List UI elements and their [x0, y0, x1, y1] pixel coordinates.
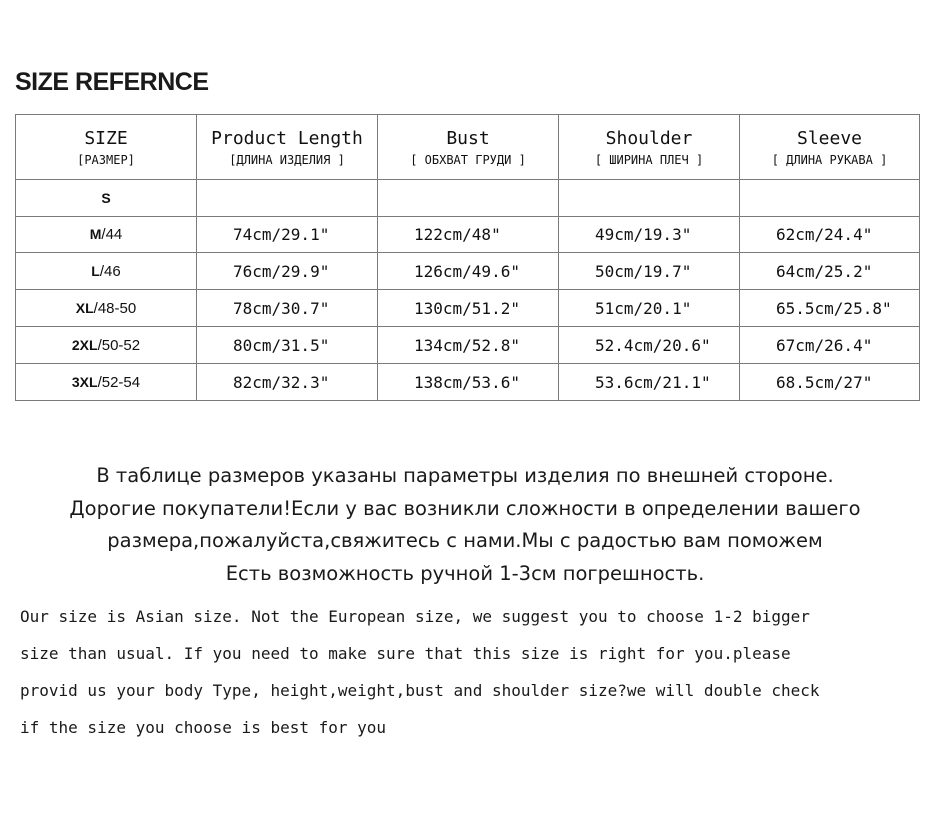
- shoulder-cell: 52.4cm/20.6": [559, 327, 740, 364]
- header-sleeve: [740, 115, 920, 180]
- header-shoulder-ru: [ ШИРИНА ПЛЕЧ ]: [594, 152, 704, 167]
- size-code: 2XL: [71, 336, 98, 353]
- header-shoulder-en: Shoulder: [605, 127, 693, 149]
- length-cell: 80cm/31.5": [197, 327, 378, 364]
- page-title: SIZE REFERNCE: [15, 68, 209, 96]
- header-sleeve-ru: [ ДЛИНА РУКАВА ]: [771, 152, 888, 167]
- header-sleeve-en: Sleeve: [796, 127, 863, 149]
- header-length-en: Product Length: [211, 127, 363, 149]
- length-cell: 74cm/29.1": [197, 217, 378, 253]
- sleeve-cell: 62cm/24.4": [740, 217, 920, 253]
- bust-cell: 122cm/48": [378, 217, 559, 253]
- notice-ru-line: Дорогие покупатели!Если у вас возникли сложности в определении вашего: [69, 496, 861, 520]
- notice-english: [20, 598, 920, 746]
- header-bust: [378, 115, 559, 180]
- size-code: 3XL: [71, 373, 98, 390]
- bust-cell: 138cm/53.6": [378, 364, 559, 401]
- size-cell: [16, 364, 197, 401]
- notice-en-line: Our size is Asian size. Not the European size, we suggest you to choose 1-2 bigger: [20, 607, 810, 626]
- notice-en-line: provid us your body Type, height,weight,bust and shoulder size?we will double check: [20, 681, 820, 700]
- table-row: [16, 364, 920, 401]
- sleeve-cell: [740, 180, 920, 217]
- length-cell: [197, 180, 378, 217]
- length-cell: 78cm/30.7": [197, 290, 378, 327]
- length-cell: 82cm/32.3": [197, 364, 378, 401]
- header-size: [16, 115, 197, 180]
- header-length-ru: [ДЛИНА ИЗДЕЛИЯ ]: [229, 152, 345, 167]
- size-cell: [16, 180, 197, 217]
- size-cell: [16, 327, 197, 364]
- size-ru: /52-54: [97, 373, 141, 391]
- shoulder-cell: 53.6cm/21.1": [559, 364, 740, 401]
- size-code: XL: [75, 299, 94, 316]
- header-size-en: SIZE: [84, 127, 128, 149]
- size-code: M: [89, 226, 102, 242]
- notice-en-line: if the size you choose is best for you: [20, 718, 387, 737]
- bust-cell: [378, 180, 559, 217]
- shoulder-cell: 51cm/20.1": [559, 290, 740, 327]
- table-row: [16, 253, 920, 290]
- header-bust-ru: [ ОБХВАТ ГРУДИ ]: [410, 152, 526, 167]
- header-length: [197, 115, 378, 180]
- sleeve-cell: 68.5cm/27": [740, 364, 920, 401]
- shoulder-cell: 50cm/19.7": [559, 253, 740, 290]
- shoulder-cell: [559, 180, 740, 217]
- size-ru: /48-50: [93, 299, 137, 317]
- notice-ru-line: В таблице размеров указаны параметры изделия по внешней стороне.: [96, 464, 834, 487]
- shoulder-cell: 49cm/19.3": [559, 217, 740, 253]
- size-ru: /46: [99, 262, 121, 280]
- header-size-ru: [РАЗМЕР]: [77, 152, 135, 167]
- sleeve-cell: 65.5cm/25.8": [740, 290, 920, 327]
- table-row: [16, 290, 920, 327]
- notice-ru-line: Есть возможность ручной 1-3см погрешность.: [225, 561, 705, 585]
- size-cell: [16, 217, 197, 253]
- sleeve-cell: 64cm/25.2": [740, 253, 920, 290]
- bust-cell: 134cm/52.8": [378, 327, 559, 364]
- bust-cell: 130cm/51.2": [378, 290, 559, 327]
- header-shoulder: [559, 115, 740, 180]
- bust-cell: 126cm/49.6": [378, 253, 559, 290]
- size-code: S: [101, 189, 111, 206]
- size-table: [15, 114, 920, 401]
- table-header-row: [16, 115, 920, 180]
- size-ru: /50-52: [97, 336, 141, 354]
- notice-ru-line: размера,пожалуйста,свяжитесь с нами.Мы с радостью вам поможем: [107, 529, 823, 552]
- table-row: [16, 217, 920, 253]
- sleeve-cell: 67cm/26.4": [740, 327, 920, 364]
- length-cell: 76cm/29.9": [197, 253, 378, 290]
- size-cell: [16, 253, 197, 290]
- size-ru: /44: [101, 226, 123, 243]
- table-row: [16, 180, 920, 217]
- notice-en-line: size than usual. If you need to make sure that this size is right for you.please: [20, 644, 791, 663]
- header-bust-en: Bust: [446, 127, 490, 149]
- size-cell: [16, 290, 197, 327]
- notice-russian: [0, 460, 930, 590]
- table-row: [16, 327, 920, 364]
- size-code: L: [91, 262, 100, 279]
